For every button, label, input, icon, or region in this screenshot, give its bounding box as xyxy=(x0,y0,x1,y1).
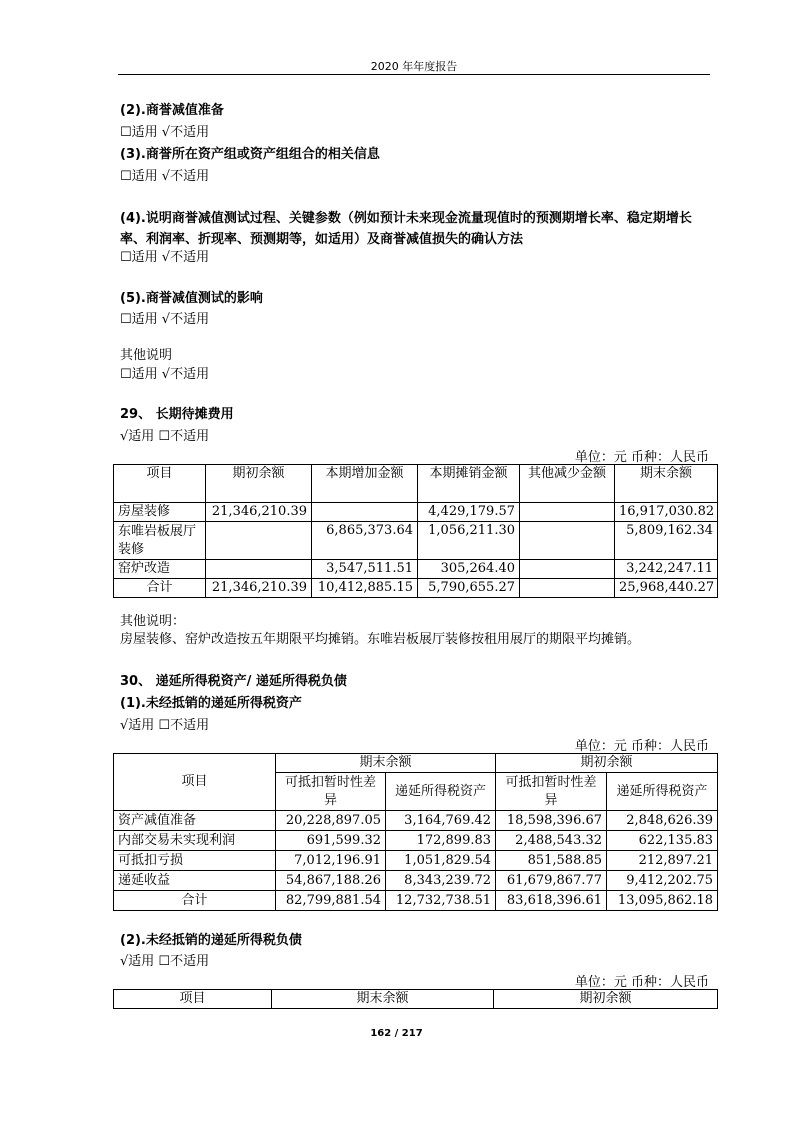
value-cell xyxy=(312,503,418,522)
deferred-tax-liabilities-table xyxy=(113,989,718,1009)
value-cell xyxy=(520,579,615,598)
row-label: 东唯岩板展厅装修 xyxy=(114,522,206,560)
table-total-row xyxy=(114,579,718,598)
row-label: 递延收益 xyxy=(114,871,276,891)
value-cell: 25,968,440.27 xyxy=(615,579,718,598)
section-title-2: (2).商誉减值准备 xyxy=(120,103,224,118)
applicability-30-2: √适用 ☐不适用 xyxy=(120,954,210,969)
value-cell: 16,917,030.82 xyxy=(615,503,718,522)
deferred-tax-assets-table xyxy=(113,753,718,911)
header-cell: 递延所得税资产 xyxy=(386,773,496,811)
table-row xyxy=(114,831,718,851)
value-cell: 691,599.32 xyxy=(276,831,386,851)
header-cell: 期末余额 xyxy=(615,465,718,503)
section-title-5: (5).商誉减值测试的影响 xyxy=(120,291,263,306)
applicability-other: ☐适用 √不适用 xyxy=(120,367,210,382)
value-cell: 1,051,829.54 xyxy=(386,851,496,871)
table-row xyxy=(114,560,718,579)
header-cell: 递延所得税资产 xyxy=(607,773,718,811)
applicability-3: ☐适用 √不适用 xyxy=(120,169,210,184)
row-label: 资产减值准备 xyxy=(114,811,276,831)
header-cell: 可抵扣暂时性差异 xyxy=(276,773,386,811)
section-title-3: (3).商誉所在资产组或资产组组合的相关信息 xyxy=(120,147,380,162)
value-cell xyxy=(520,522,615,560)
header-cell: 可抵扣暂时性差异 xyxy=(496,773,607,811)
table-total-row xyxy=(114,891,718,911)
unit-label-30-1: 单位：元 币种：人民币 xyxy=(574,739,709,754)
value-cell: 3,242,247.11 xyxy=(615,560,718,579)
value-cell: 1,056,211.30 xyxy=(418,522,520,560)
value-cell: 3,547,511.51 xyxy=(312,560,418,579)
value-cell: 3,164,769.42 xyxy=(386,811,496,831)
section-title-30: 30、 递延所得税资产/ 递延所得税负债 xyxy=(120,674,347,689)
value-cell: 6,865,373.64 xyxy=(312,522,418,560)
long-term-prepaid-table xyxy=(113,464,718,598)
table-row xyxy=(114,503,718,522)
other-notes-title: 其他说明 xyxy=(120,348,173,363)
value-cell: 305,264.40 xyxy=(418,560,520,579)
applicability-2: ☐适用 √不适用 xyxy=(120,125,210,140)
value-cell: 622,135.83 xyxy=(607,831,718,851)
table-row xyxy=(114,811,718,831)
table-row xyxy=(114,871,718,891)
note-title-29: 其他说明： xyxy=(120,614,186,629)
value-cell: 5,809,162.34 xyxy=(615,522,718,560)
row-label: 合计 xyxy=(114,891,276,911)
value-cell: 13,095,862.18 xyxy=(607,891,718,911)
value-cell xyxy=(206,560,312,579)
row-label: 房屋装修 xyxy=(114,503,206,522)
table-header-row xyxy=(114,465,718,503)
header-cell: 其他减少金额 xyxy=(520,465,615,503)
page-header: 2020 年年度报告 xyxy=(370,60,458,73)
value-cell: 9,412,202.75 xyxy=(607,871,718,891)
table-header-row xyxy=(114,990,718,1009)
section-title-30-2: (2).未经抵销的递延所得税负债 xyxy=(120,933,302,948)
value-cell: 20,228,897.05 xyxy=(276,811,386,831)
value-cell: 172,899.83 xyxy=(386,831,496,851)
section-title-29: 29、 长期待摊费用 xyxy=(120,407,234,422)
header-cell: 本期增加金额 xyxy=(312,465,418,503)
value-cell: 21,346,210.39 xyxy=(206,579,312,598)
header-cell: 期初余额 xyxy=(494,990,718,1009)
table-row xyxy=(114,522,718,560)
note-text-29: 房屋装修、窑炉改造按五年期限平均摊销。东唯岩板展厅装修按租用展厅的期限平均摊销。 xyxy=(120,632,641,647)
value-cell: 82,799,881.54 xyxy=(276,891,386,911)
value-cell: 4,429,179.57 xyxy=(418,503,520,522)
section-title-4: (4).说明商誉减值测试过程、关键参数（例如预计未来现金流量现值时的预测期增长率、稳定期增长率、利润率、折现率、预测期等，如适用）及商誉减值损失的确认方法 xyxy=(120,211,692,247)
value-cell: 61,679,867.77 xyxy=(496,871,607,891)
unit-label-30-2: 单位：元 币种：人民币 xyxy=(574,975,709,990)
value-cell: 12,732,738.51 xyxy=(386,891,496,911)
row-label: 可抵扣亏损 xyxy=(114,851,276,871)
value-cell: 851,588.85 xyxy=(496,851,607,871)
value-cell xyxy=(206,522,312,560)
header-cell: 期初余额 xyxy=(496,754,718,773)
value-cell: 2,848,626.39 xyxy=(607,811,718,831)
value-cell: 10,412,885.15 xyxy=(312,579,418,598)
applicability-4: ☐适用 √不适用 xyxy=(120,250,210,265)
page-number: 162 / 217 xyxy=(370,1028,423,1039)
value-cell: 21,346,210.39 xyxy=(206,503,312,522)
header-cell: 期初余额 xyxy=(206,465,312,503)
value-cell: 7,012,196.91 xyxy=(276,851,386,871)
row-label: 内部交易未实现利润 xyxy=(114,831,276,851)
value-cell xyxy=(520,503,615,522)
value-cell: 83,618,396.61 xyxy=(496,891,607,911)
unit-label-29: 单位：元 币种：人民币 xyxy=(574,450,709,465)
value-cell: 8,343,239.72 xyxy=(386,871,496,891)
header-cell: 期末余额 xyxy=(272,990,494,1009)
header-cell: 项目 xyxy=(114,465,206,503)
applicability-5: ☐适用 √不适用 xyxy=(120,312,210,327)
applicability-30-1: √适用 ☐不适用 xyxy=(120,718,210,733)
value-cell: 2,488,543.32 xyxy=(496,831,607,851)
value-cell: 18,598,396.67 xyxy=(496,811,607,831)
row-label: 合计 xyxy=(114,579,206,598)
table-row xyxy=(114,851,718,871)
value-cell: 212,897.21 xyxy=(607,851,718,871)
header-rule xyxy=(118,74,710,75)
value-cell: 54,867,188.26 xyxy=(276,871,386,891)
applicability-29: √适用 ☐不适用 xyxy=(120,429,210,444)
header-cell: 项目 xyxy=(114,754,276,811)
section-title-30-1: (1).未经抵销的递延所得税资产 xyxy=(120,696,302,711)
row-label: 窑炉改造 xyxy=(114,560,206,579)
value-cell: 5,790,655.27 xyxy=(418,579,520,598)
header-cell: 期末余额 xyxy=(276,754,496,773)
value-cell xyxy=(520,560,615,579)
table-header-row xyxy=(114,754,718,773)
header-cell: 本期摊销金额 xyxy=(418,465,520,503)
header-cell: 项目 xyxy=(114,990,272,1009)
